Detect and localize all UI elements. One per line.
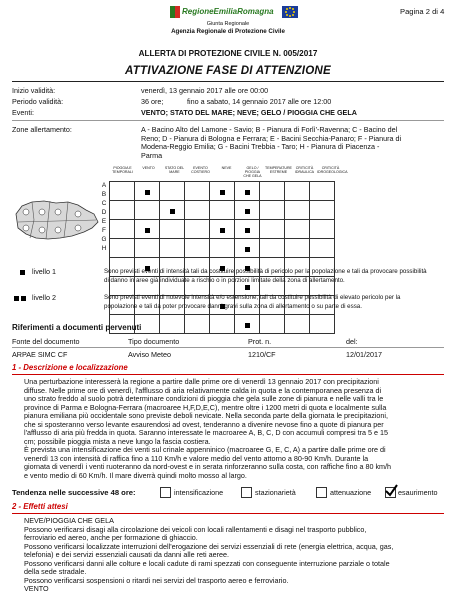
section1-line: venerdì 13 con intensità di raffica fino a 110 Km/h e valore medio del vento attorno a 80-90 Km/h. Durante la [24, 453, 369, 463]
hazard-column-header: STATO DEL MARE [164, 166, 185, 175]
zone-row-label: A [101, 182, 107, 189]
level1-marker-icon [245, 190, 250, 195]
level1-line: Sono previsti eventi di intensità tali da costituire possibilità di pericolo per la popolazione e tali da provocare possibilità [104, 268, 427, 275]
section1-line: l'afflusso di aria più fredda in quota. Saranno interessate le macroaree A, B, C, D con accumuli compresi tra 5 e 15 [24, 428, 388, 438]
period-hours: 36 ore; [141, 97, 164, 106]
hazard-column-header: VENTO [142, 166, 155, 170]
section1-line: uno strato freddo al suolo potrà determinare condizioni di pioggia che gela sulle zone di pianura e nelle valli tra le [24, 394, 384, 404]
section2-line: VENTO [24, 584, 49, 594]
level1-marker-icon [245, 228, 250, 233]
tendency-checkbox-esaurimento[interactable] [385, 487, 396, 498]
zone-row-label: B [101, 191, 107, 198]
hazard-cell [135, 182, 160, 201]
hazard-column-header: GELO / PIOGGIA CHE GELA [243, 166, 262, 179]
hazard-cell [260, 182, 285, 201]
section1-line: cm; possibile pioggia mista a neve lungo la fascia costiera. [24, 436, 211, 446]
tendency-option-label: stazionarietà [255, 488, 296, 497]
events-divider [12, 120, 444, 121]
level1-marker-icon [245, 285, 250, 290]
zones-line: Parma [141, 150, 163, 160]
eu-flag-icon [282, 6, 298, 18]
hazard-cell [160, 239, 185, 258]
zones-map [12, 192, 102, 248]
hazard-cell [235, 315, 260, 334]
hazard-cell [185, 182, 210, 201]
hazard-cell [285, 182, 310, 201]
hazard-cell [160, 315, 185, 334]
tendency-option-label: attenuazione [330, 488, 372, 497]
section2-line: telefonia) e dei servizi essenziali causati da danni alle reti aeree. [24, 550, 229, 560]
hazard-cell [185, 220, 210, 239]
section2-heading: 2 - Effetti attesi [12, 502, 68, 511]
period-label: Periodo validità: [12, 97, 64, 106]
hazard-cell [135, 220, 160, 239]
checkmark-icon [385, 484, 398, 497]
ref-date: 12/01/2017 [346, 350, 382, 359]
tendency-checkbox-intensificazione[interactable] [160, 487, 171, 498]
section1-line: che si sposteranno verso levante esaurendosi ad ovest, tenderanno a divenire nevose fino a quote di pianura per [24, 419, 384, 429]
level1-marker-icon [245, 323, 250, 328]
giunta-label: Giunta Regionale [206, 21, 250, 27]
level1-line: di danno in aree già individuate a rischio o in porzioni limitate della zona di allertamento. [104, 276, 345, 284]
section1-line: province di Parma e Bologna-Ferrara (macroaree H,F,D,E,C), mentre oltre i 1200 metri di quota e localmente sulla [24, 402, 387, 412]
section1-line: Una perturbazione interesserà la regione a partire dalle prime ore di venerdì 13 gennaio 2017 con precipitazioni [24, 377, 379, 386]
level1-label: livello 1 [32, 267, 56, 276]
level2-description [104, 294, 401, 311]
agency-name: Agenzia Regionale di Protezione Civile [171, 28, 285, 35]
ref-type: Avviso Meteo [128, 350, 172, 359]
hazard-cell [310, 220, 335, 239]
section1-line: diffuse. Nelle prime ore di venerdì, l'afflusso di aria relativamente calda in quota e la contemporanea presenza di [24, 385, 382, 395]
hazard-cell [285, 239, 310, 258]
tendency-label: Tendenza nelle successive 48 ore: [12, 488, 136, 497]
ref-col-prot: Prot. n. [248, 337, 272, 346]
zones-description [141, 126, 401, 160]
hazard-cell [285, 201, 310, 220]
page-number: Pagina 2 di 4 [400, 7, 445, 16]
hazard-cell [135, 201, 160, 220]
hazard-column-header: PIOGGIA E TEMPORALI [112, 166, 133, 175]
hazard-column-header: NEVE [221, 166, 232, 170]
section2-body [24, 517, 393, 594]
hazard-cell [260, 201, 285, 220]
section2-line: ferroviario ed aereo, anche per formazione di ghiaccio. [24, 533, 198, 543]
alert-title: ALLERTA DI PROTEZIONE CIVILE N. 005/2017 [138, 49, 318, 58]
hazard-cell [110, 182, 135, 201]
hazard-cell [285, 315, 310, 334]
events-label: Eventi: [12, 108, 34, 117]
hazard-cell [185, 239, 210, 258]
zone-row-label: F [102, 227, 106, 234]
hazard-cell [210, 182, 235, 201]
hazard-column-header: CRITICITÀ IDRAULICA [294, 166, 315, 175]
ref-source: ARPAE SIMC CF [12, 350, 68, 359]
validity-start-label: Inizio validità: [12, 86, 56, 95]
tendency-checkbox-stazionarieta[interactable] [241, 487, 252, 498]
section1-underline [12, 374, 444, 375]
hazard-cell [110, 201, 135, 220]
zones-label: Zone allertamento: [12, 125, 72, 134]
hazard-column-header: CRITICITÀ IDROGEOLOGICA [317, 166, 348, 175]
hazard-cell [310, 201, 335, 220]
zone-row-label: C [101, 200, 107, 207]
hazard-cell [160, 220, 185, 239]
hazard-row-h [110, 315, 335, 334]
hazard-cell [160, 201, 185, 220]
hazard-cell [235, 201, 260, 220]
zone-row-label: D [101, 209, 107, 216]
level1-marker-icon [245, 209, 250, 214]
hazard-cell [235, 182, 260, 201]
zones-line: Modena-Reggio Emilia; G - Bacini Trebbia - Taro; H - Pianura di Piacenza - [141, 142, 380, 152]
hazard-cell [310, 239, 335, 258]
zone-row-label: G [101, 236, 107, 243]
section1-line: giornata di venerdì i venti ruoteranno da nord-ovest e in serata rinforzeranno sulla costa, con raffiche fino a 80 km/h [24, 462, 392, 472]
level2-line: Sono previsti eventi di notevole intensità e/o estensione, tali da costituire possibilità di elevato pericolo per la [104, 294, 401, 301]
references-heading: Riferimenti a documenti pervenuti [12, 323, 142, 332]
level1-marker-icon [145, 228, 150, 233]
phase-title: ATTIVAZIONE FASE DI ATTENZIONE [125, 64, 331, 77]
references-divider [12, 347, 444, 348]
tendency-option-label: esaurimento [398, 488, 438, 497]
section1-line: È prevista una intensificazione dei venti sul crinale appenninico (macroaree G, E, C, A) a partire dalle prime ore di [24, 445, 386, 455]
logo-text: RegioneEmiliaRomagna [182, 7, 274, 16]
level1-marker-icon [145, 190, 150, 195]
section2-underline [12, 513, 444, 514]
level1-description [104, 268, 427, 285]
hazard-cell [135, 239, 160, 258]
validity-start-value: venerdì, 13 gennaio 2017 alle ore 00:00 [141, 86, 269, 95]
hazard-cell [185, 315, 210, 334]
hazard-row-c [110, 220, 335, 239]
ref-col-source: Fonte del documento [12, 337, 80, 346]
zone-row-label: E [101, 218, 107, 225]
hazard-cell [210, 220, 235, 239]
level2-label: livello 2 [32, 293, 56, 302]
hazard-cell [210, 315, 235, 334]
period-end: fino a sabato, 14 gennaio 2017 alle ore 12:00 [187, 97, 332, 106]
hazard-row-b [110, 201, 335, 220]
section2-line: Possono verificarsi danni alle colture e locali cadute di rami spezzati con conseguente interruzione parziale o totale [24, 558, 390, 568]
level1-marker-icon [220, 190, 225, 195]
level2-marker-icon [14, 296, 26, 301]
hazard-column-header: TEMPERATURE ESTREME [265, 166, 292, 175]
title-divider [12, 81, 444, 82]
hazard-cell [160, 182, 185, 201]
hazard-cell [260, 239, 285, 258]
tendency-option-label: intensificazione [174, 488, 224, 497]
ref-col-type: Tipo documento [128, 337, 180, 346]
hazard-cell [110, 239, 135, 258]
ref-col-date: del: [346, 337, 358, 346]
hazard-cell [210, 201, 235, 220]
section1-heading: 1 - Descrizione e localizzazione [12, 363, 128, 372]
hazard-cell [260, 315, 285, 334]
level2-line: popolazione e tali da poter provocare danni gravi sulla zona di allertamento o su parte di essa. [104, 302, 362, 310]
hazard-cell [210, 239, 235, 258]
level1-marker-icon [170, 209, 175, 214]
hazard-column-header: EVENTO COSTIERO [191, 166, 210, 175]
zones-line: A - Bacino Alto del Lamone - Savio; B - Pianura di Forlì'-Ravenna; C - Bacino del [141, 125, 398, 134]
hazard-cell [235, 239, 260, 258]
section1-line: e vento medio di 60 Km/h. Il mare diverrà quindi molto mosso al largo. [24, 471, 247, 481]
hazard-row-d [110, 239, 335, 258]
section2-line: Possono verificarsi disagi alla circolazione dei veicoli con locali rallentamenti e disagi nel trasporto pubblico, [24, 524, 367, 534]
section2-line: Possono verificarsi localizzate interruzioni dell'erogazione dei servizi essenziali di rete (energia elettrica, acqua, gas, [24, 541, 394, 551]
hazard-cell [185, 201, 210, 220]
level1-marker-icon [245, 247, 250, 252]
section2-line: della sede stradale. [24, 567, 87, 577]
section2-line: Possono verificarsi sospensioni o ritardi nei servizi del trasporto aereo e ferroviario. [24, 575, 289, 585]
level1-marker-icon [20, 270, 25, 275]
hazard-cell [310, 182, 335, 201]
section1-line: pianura emiliana più occidentale sono previste deboli nevicate. Nella seconda parte della giornata le precipitazioni, [24, 411, 388, 421]
region-logo [170, 6, 300, 18]
zone-row-label: H [101, 245, 107, 252]
level1-marker-icon [220, 228, 225, 233]
hazard-cell [310, 315, 335, 334]
tendency-checkbox-attenuazione[interactable] [316, 487, 327, 498]
section1-body [24, 378, 391, 481]
hazard-cell [235, 220, 260, 239]
hazard-row-a [110, 182, 335, 201]
zones-line: Reno; D - Pianura di Bologna e Ferrara; E - Bacini Secchia-Panaro; F - Pianura di [141, 133, 402, 143]
hazard-cell [260, 220, 285, 239]
section2-line: NEVE/PIOGGIA CHE GELA [24, 516, 114, 525]
ref-prot: 1210/CF [248, 350, 276, 359]
hazard-cell [285, 220, 310, 239]
events-value: VENTO; STATO DEL MARE; NEVE; GELO / PIOGGIA CHE GELA [141, 108, 357, 117]
hazard-cell [110, 220, 135, 239]
